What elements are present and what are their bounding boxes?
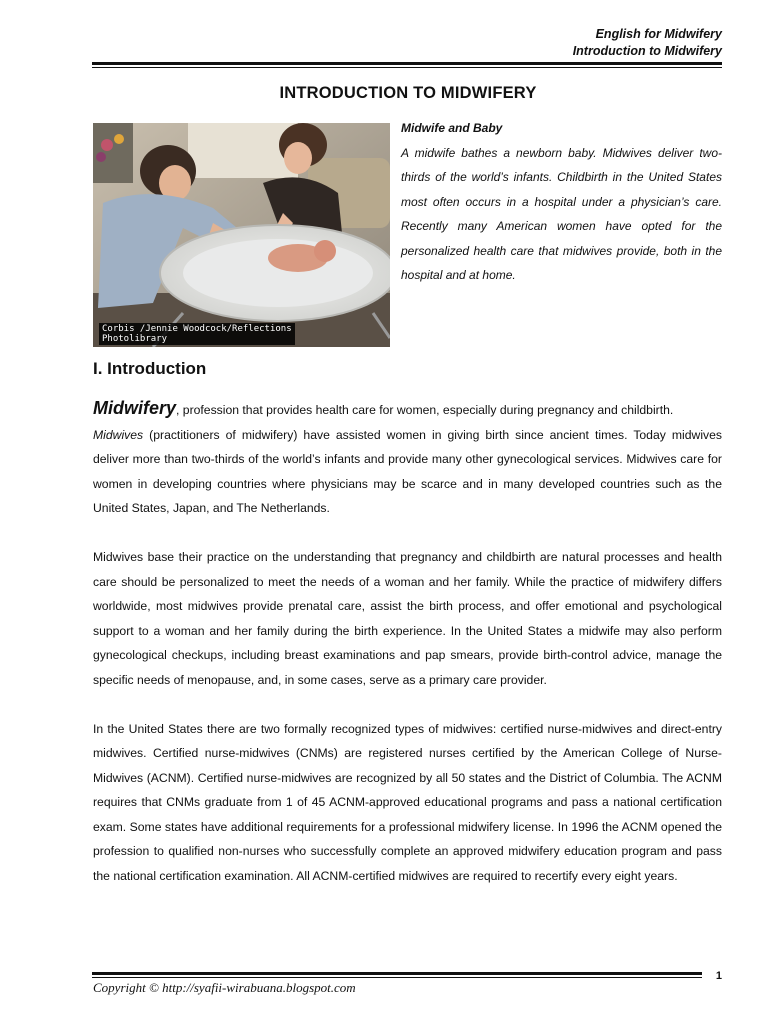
lead-term: Midwifery <box>93 398 177 418</box>
caption-title: Midwife and Baby <box>401 121 503 135</box>
header-rule-thin <box>92 67 722 68</box>
page-title: INTRODUCTION TO MIDWIFERY <box>279 84 537 102</box>
footer-rule <box>92 972 702 975</box>
section-heading: I. Introduction <box>93 359 207 378</box>
paragraph-gap <box>93 692 722 717</box>
page-number: 1 <box>715 970 722 982</box>
paragraph-text: (practitioners of midwifery) have assisted women in giving birth since ancient times. Today midwives deliver more than two-thirds of the world’s infants and provide many other gynecological services. Midwives care for women in developing countries where physicians may be scarce and in many developed countries such as the United States, Japan, and The Netherlands. <box>93 427 722 515</box>
body-text <box>93 396 722 888</box>
paragraph <box>93 423 722 521</box>
header-rule <box>92 62 722 65</box>
footer-copyright: Copyright © http://syafii-wirabuana.blogspot.com <box>93 980 356 995</box>
midwife-baby-photo <box>93 123 390 347</box>
header-line-course: English for Midwifery <box>595 27 722 41</box>
photo-credit-line: Photolibrary <box>102 334 168 344</box>
paragraph: In the United States there are two formally recognized types of midwives: certified nurse-midwives and direct-entry midwives. Certified nurse-midwives (CNMs) are registered nurses certified by the American College of Nurse-Midwives (ACNM). Certified nurse-midwives are recognized by all 50 states and the District of Columbia. The ACNM requires that CNMs graduate from 1 of 45 ACNM-approved educational programs and pass a national certification exam. Some states have additional requirements for a professional midwifery license. In 1996 the ACNM opened the profession to qualified non-nurses who successfully complete an approved midwifery education program and pass the national certification examination. All ACNM-certified midwives are required to recertify every eight years. <box>93 721 722 883</box>
paragraph-definition <box>93 396 722 423</box>
caption-text: A midwife bathes a newborn baby. Midwives deliver two-thirds of the world’s infants. Childbirth in the United States most often occurs in a hospital under a physician’s care. Recently many American women have opted for the personalized health care that midwives provide, both in the hospital and at home. <box>401 145 722 282</box>
header-line-chapter: Introduction to Midwifery <box>572 44 722 58</box>
lead-definition: , profession that provides health care for women, especially during pregnancy and childbirth. <box>176 403 674 417</box>
footer-rule-thin <box>92 977 702 978</box>
term: Midwives <box>93 427 144 442</box>
running-header <box>573 26 722 60</box>
photo-credit <box>99 323 295 345</box>
paragraph: Midwives base their practice on the understanding that pregnancy and childbirth are natural processes and health care should be personalized to meet the needs of a woman and her family. While the practice of midwifery differs worldwide, most midwives provide prenatal care, assist the birth process, and offer emotional and psychological support to a woman and her family during the birth experience. In the United States a midwife may also perform gynecological checkups, including breast examinations and pap smears, provide birth-control advice, manage the specific needs of menopause, and, in some cases, serve as a primary care provider. <box>93 550 722 687</box>
paragraph-gap <box>93 521 722 546</box>
photo-caption <box>401 116 722 288</box>
photo-credit-line: Corbis /Jennie Woodcock/Reflections <box>102 324 292 334</box>
